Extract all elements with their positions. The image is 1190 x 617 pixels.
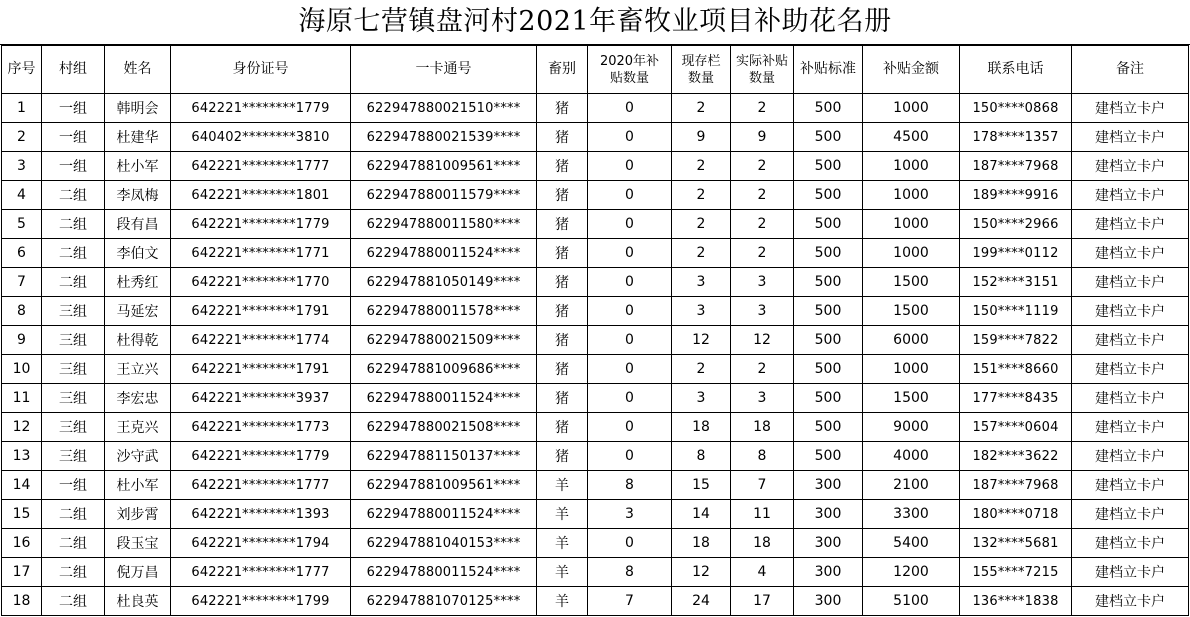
cell-subsidy-amount: 1200 <box>863 558 960 587</box>
cell-livestock-type: 猪 <box>537 442 588 471</box>
table-row <box>2 471 1189 500</box>
cell-actual-subsidy-count: 2 <box>731 181 794 210</box>
cell-index: 4 <box>2 181 42 210</box>
cell-remarks: 建档立卡户 <box>1072 181 1189 210</box>
cell-subsidy-standard: 500 <box>794 413 863 442</box>
cell-livestock-type: 羊 <box>537 471 588 500</box>
cell-subsidy-standard: 500 <box>794 268 863 297</box>
cell-livestock-type: 猪 <box>537 123 588 152</box>
col-header-livestock-type: 畜别 <box>537 46 588 94</box>
cell-livestock-type: 猪 <box>537 355 588 384</box>
cell-phone: 157****0604 <box>960 413 1072 442</box>
cell-card-number: 622947881050149**** <box>351 268 537 297</box>
cell-subsidy-amount: 1500 <box>863 384 960 413</box>
cell-village-group: 二组 <box>42 529 105 558</box>
cell-subsidy-amount: 6000 <box>863 326 960 355</box>
cell-actual-subsidy-count: 18 <box>731 529 794 558</box>
table-row <box>2 587 1189 616</box>
cell-index: 13 <box>2 442 42 471</box>
cell-actual-subsidy-count: 4 <box>731 558 794 587</box>
cell-card-number: 622947881009686**** <box>351 355 537 384</box>
cell-name: 沙守武 <box>105 442 171 471</box>
cell-livestock-type: 猪 <box>537 152 588 181</box>
cell-remarks: 建档立卡户 <box>1072 268 1189 297</box>
cell-livestock-type: 猪 <box>537 94 588 123</box>
cell-subsidy-amount: 1000 <box>863 355 960 384</box>
cell-phone: 159****7822 <box>960 326 1072 355</box>
cell-subsidy-standard: 500 <box>794 123 863 152</box>
cell-current-stock: 2 <box>672 210 731 239</box>
cell-id-number: 642221********1777 <box>171 471 351 500</box>
cell-2020-subsidy-count: 0 <box>588 123 672 152</box>
cell-subsidy-standard: 500 <box>794 442 863 471</box>
cell-phone: 136****1838 <box>960 587 1072 616</box>
cell-phone: 150****0868 <box>960 94 1072 123</box>
cell-phone: 187****7968 <box>960 152 1072 181</box>
cell-name: 李伯文 <box>105 239 171 268</box>
cell-actual-subsidy-count: 2 <box>731 355 794 384</box>
table-row <box>2 500 1189 529</box>
cell-village-group: 一组 <box>42 152 105 181</box>
cell-subsidy-amount: 1000 <box>863 152 960 181</box>
cell-index: 11 <box>2 384 42 413</box>
cell-actual-subsidy-count: 12 <box>731 326 794 355</box>
cell-remarks: 建档立卡户 <box>1072 297 1189 326</box>
cell-2020-subsidy-count: 0 <box>588 94 672 123</box>
cell-card-number: 622947880011579**** <box>351 181 537 210</box>
cell-subsidy-standard: 500 <box>794 326 863 355</box>
table-row <box>2 355 1189 384</box>
cell-subsidy-standard: 300 <box>794 587 863 616</box>
table-row <box>2 181 1189 210</box>
cell-livestock-type: 羊 <box>537 529 588 558</box>
cell-card-number: 622947880011524**** <box>351 384 537 413</box>
cell-id-number: 642221********3937 <box>171 384 351 413</box>
cell-id-number: 642221********1794 <box>171 529 351 558</box>
cell-name: 刘步霄 <box>105 500 171 529</box>
cell-id-number: 642221********1791 <box>171 355 351 384</box>
cell-remarks: 建档立卡户 <box>1072 558 1189 587</box>
cell-2020-subsidy-count: 0 <box>588 239 672 268</box>
cell-name: 杜良英 <box>105 587 171 616</box>
cell-index: 18 <box>2 587 42 616</box>
cell-subsidy-standard: 300 <box>794 471 863 500</box>
cell-village-group: 二组 <box>42 268 105 297</box>
cell-current-stock: 3 <box>672 268 731 297</box>
cell-id-number: 642221********1393 <box>171 500 351 529</box>
cell-phone: 182****3622 <box>960 442 1072 471</box>
cell-subsidy-standard: 500 <box>794 384 863 413</box>
cell-livestock-type: 羊 <box>537 500 588 529</box>
cell-phone: 180****0718 <box>960 500 1072 529</box>
cell-index: 14 <box>2 471 42 500</box>
cell-card-number: 622947880011580**** <box>351 210 537 239</box>
cell-phone: 177****8435 <box>960 384 1072 413</box>
cell-id-number: 642221********1791 <box>171 297 351 326</box>
cell-id-number: 642221********1771 <box>171 239 351 268</box>
document-title: 海原七营镇盘河村2021年畜牧业项目补助花名册 <box>0 0 1190 45</box>
cell-livestock-type: 猪 <box>537 268 588 297</box>
col-header-card-number: 一卡通号 <box>351 46 537 94</box>
cell-phone: 189****9916 <box>960 181 1072 210</box>
cell-index: 1 <box>2 94 42 123</box>
cell-livestock-type: 羊 <box>537 558 588 587</box>
cell-phone: 151****8660 <box>960 355 1072 384</box>
cell-subsidy-amount: 3300 <box>863 500 960 529</box>
table-row <box>2 268 1189 297</box>
cell-id-number: 642221********1774 <box>171 326 351 355</box>
col-header-current-stock: 现存栏 数量 <box>672 46 731 94</box>
cell-name: 段玉宝 <box>105 529 171 558</box>
cell-name: 段有昌 <box>105 210 171 239</box>
cell-actual-subsidy-count: 3 <box>731 297 794 326</box>
cell-name: 李宏忠 <box>105 384 171 413</box>
subsidy-roster-table <box>1 45 1189 616</box>
cell-phone: 155****7215 <box>960 558 1072 587</box>
cell-2020-subsidy-count: 0 <box>588 529 672 558</box>
cell-index: 6 <box>2 239 42 268</box>
cell-phone: 150****1119 <box>960 297 1072 326</box>
cell-index: 7 <box>2 268 42 297</box>
cell-remarks: 建档立卡户 <box>1072 500 1189 529</box>
col-header-village-group: 村组 <box>42 46 105 94</box>
table-row <box>2 94 1189 123</box>
table-row <box>2 297 1189 326</box>
cell-village-group: 三组 <box>42 442 105 471</box>
cell-name: 王克兴 <box>105 413 171 442</box>
cell-remarks: 建档立卡户 <box>1072 239 1189 268</box>
table-row <box>2 210 1189 239</box>
cell-subsidy-amount: 4500 <box>863 123 960 152</box>
col-header-remarks: 备注 <box>1072 46 1189 94</box>
cell-card-number: 622947880021510**** <box>351 94 537 123</box>
cell-subsidy-standard: 500 <box>794 210 863 239</box>
cell-subsidy-amount: 5100 <box>863 587 960 616</box>
cell-id-number: 642221********1779 <box>171 210 351 239</box>
cell-card-number: 622947880011524**** <box>351 239 537 268</box>
cell-remarks: 建档立卡户 <box>1072 355 1189 384</box>
table-row <box>2 413 1189 442</box>
cell-remarks: 建档立卡户 <box>1072 326 1189 355</box>
cell-2020-subsidy-count: 0 <box>588 210 672 239</box>
col-header-index: 序号 <box>2 46 42 94</box>
cell-id-number: 642221********1779 <box>171 94 351 123</box>
cell-subsidy-amount: 5400 <box>863 529 960 558</box>
cell-subsidy-amount: 1500 <box>863 268 960 297</box>
cell-index: 17 <box>2 558 42 587</box>
cell-name: 倪万昌 <box>105 558 171 587</box>
cell-index: 2 <box>2 123 42 152</box>
cell-2020-subsidy-count: 0 <box>588 297 672 326</box>
cell-current-stock: 15 <box>672 471 731 500</box>
cell-subsidy-standard: 300 <box>794 500 863 529</box>
cell-remarks: 建档立卡户 <box>1072 529 1189 558</box>
cell-subsidy-standard: 500 <box>794 297 863 326</box>
cell-village-group: 二组 <box>42 500 105 529</box>
cell-current-stock: 12 <box>672 558 731 587</box>
cell-card-number: 622947880021508**** <box>351 413 537 442</box>
cell-actual-subsidy-count: 7 <box>731 471 794 500</box>
cell-2020-subsidy-count: 0 <box>588 384 672 413</box>
cell-subsidy-standard: 300 <box>794 529 863 558</box>
cell-subsidy-amount: 1000 <box>863 210 960 239</box>
cell-2020-subsidy-count: 0 <box>588 152 672 181</box>
cell-current-stock: 2 <box>672 152 731 181</box>
cell-subsidy-amount: 1000 <box>863 239 960 268</box>
cell-actual-subsidy-count: 3 <box>731 384 794 413</box>
col-header-name: 姓名 <box>105 46 171 94</box>
table-row <box>2 239 1189 268</box>
cell-actual-subsidy-count: 2 <box>731 94 794 123</box>
cell-village-group: 三组 <box>42 355 105 384</box>
cell-index: 15 <box>2 500 42 529</box>
cell-card-number: 622947881009561**** <box>351 152 537 181</box>
cell-index: 5 <box>2 210 42 239</box>
cell-2020-subsidy-count: 0 <box>588 442 672 471</box>
cell-remarks: 建档立卡户 <box>1072 123 1189 152</box>
cell-village-group: 三组 <box>42 413 105 442</box>
cell-village-group: 二组 <box>42 558 105 587</box>
cell-card-number: 622947880011578**** <box>351 297 537 326</box>
cell-subsidy-standard: 500 <box>794 355 863 384</box>
cell-id-number: 642221********1777 <box>171 558 351 587</box>
cell-card-number: 622947880021509**** <box>351 326 537 355</box>
cell-card-number: 622947880011524**** <box>351 558 537 587</box>
cell-subsidy-amount: 1500 <box>863 297 960 326</box>
cell-card-number: 622947880011524**** <box>351 500 537 529</box>
cell-subsidy-amount: 1000 <box>863 94 960 123</box>
cell-phone: 187****7968 <box>960 471 1072 500</box>
cell-remarks: 建档立卡户 <box>1072 471 1189 500</box>
cell-current-stock: 2 <box>672 239 731 268</box>
table-row <box>2 442 1189 471</box>
cell-remarks: 建档立卡户 <box>1072 442 1189 471</box>
cell-name: 杜建华 <box>105 123 171 152</box>
cell-index: 16 <box>2 529 42 558</box>
cell-2020-subsidy-count: 0 <box>588 326 672 355</box>
cell-subsidy-standard: 300 <box>794 558 863 587</box>
table-row <box>2 384 1189 413</box>
col-header-actual-subsidy-count: 实际补贴 数量 <box>731 46 794 94</box>
col-header-subsidy-standard: 补贴标准 <box>794 46 863 94</box>
cell-2020-subsidy-count: 8 <box>588 558 672 587</box>
cell-livestock-type: 猪 <box>537 181 588 210</box>
cell-livestock-type: 猪 <box>537 384 588 413</box>
cell-id-number: 642221********1773 <box>171 413 351 442</box>
table-row <box>2 326 1189 355</box>
cell-village-group: 三组 <box>42 297 105 326</box>
col-header-phone: 联系电话 <box>960 46 1072 94</box>
col-header-2020-subsidy-count: 2020年补 贴数量 <box>588 46 672 94</box>
cell-livestock-type: 猪 <box>537 239 588 268</box>
cell-village-group: 二组 <box>42 210 105 239</box>
cell-subsidy-standard: 500 <box>794 94 863 123</box>
cell-index: 10 <box>2 355 42 384</box>
cell-remarks: 建档立卡户 <box>1072 94 1189 123</box>
cell-village-group: 三组 <box>42 384 105 413</box>
cell-2020-subsidy-count: 0 <box>588 181 672 210</box>
cell-index: 3 <box>2 152 42 181</box>
cell-village-group: 一组 <box>42 123 105 152</box>
cell-current-stock: 2 <box>672 94 731 123</box>
cell-current-stock: 2 <box>672 181 731 210</box>
col-header-subsidy-amount: 补贴金额 <box>863 46 960 94</box>
cell-village-group: 一组 <box>42 94 105 123</box>
cell-remarks: 建档立卡户 <box>1072 152 1189 181</box>
cell-name: 杜得乾 <box>105 326 171 355</box>
cell-subsidy-amount: 9000 <box>863 413 960 442</box>
cell-name: 马延宏 <box>105 297 171 326</box>
cell-2020-subsidy-count: 3 <box>588 500 672 529</box>
table-row <box>2 123 1189 152</box>
cell-name: 杜小军 <box>105 471 171 500</box>
cell-remarks: 建档立卡户 <box>1072 413 1189 442</box>
cell-name: 王立兴 <box>105 355 171 384</box>
cell-phone: 199****0112 <box>960 239 1072 268</box>
cell-card-number: 622947881070125**** <box>351 587 537 616</box>
cell-actual-subsidy-count: 8 <box>731 442 794 471</box>
cell-current-stock: 18 <box>672 413 731 442</box>
cell-card-number: 622947881150137**** <box>351 442 537 471</box>
cell-id-number: 642221********1777 <box>171 152 351 181</box>
cell-2020-subsidy-count: 0 <box>588 413 672 442</box>
cell-card-number: 622947881009561**** <box>351 471 537 500</box>
cell-livestock-type: 猪 <box>537 413 588 442</box>
cell-actual-subsidy-count: 18 <box>731 413 794 442</box>
table-header-row <box>2 46 1189 94</box>
cell-actual-subsidy-count: 2 <box>731 239 794 268</box>
cell-livestock-type: 猪 <box>537 297 588 326</box>
cell-name: 杜小军 <box>105 152 171 181</box>
cell-current-stock: 8 <box>672 442 731 471</box>
table-row <box>2 529 1189 558</box>
cell-2020-subsidy-count: 7 <box>588 587 672 616</box>
cell-phone: 178****1357 <box>960 123 1072 152</box>
cell-name: 韩明会 <box>105 94 171 123</box>
table-row <box>2 558 1189 587</box>
cell-subsidy-amount: 2100 <box>863 471 960 500</box>
cell-subsidy-standard: 500 <box>794 181 863 210</box>
cell-2020-subsidy-count: 0 <box>588 268 672 297</box>
cell-actual-subsidy-count: 9 <box>731 123 794 152</box>
cell-id-number: 642221********1779 <box>171 442 351 471</box>
cell-village-group: 一组 <box>42 471 105 500</box>
cell-subsidy-standard: 500 <box>794 152 863 181</box>
cell-index: 8 <box>2 297 42 326</box>
cell-subsidy-amount: 1000 <box>863 181 960 210</box>
cell-current-stock: 24 <box>672 587 731 616</box>
cell-name: 杜秀红 <box>105 268 171 297</box>
cell-actual-subsidy-count: 3 <box>731 268 794 297</box>
cell-village-group: 二组 <box>42 239 105 268</box>
cell-2020-subsidy-count: 0 <box>588 355 672 384</box>
cell-actual-subsidy-count: 11 <box>731 500 794 529</box>
cell-2020-subsidy-count: 8 <box>588 471 672 500</box>
cell-current-stock: 2 <box>672 355 731 384</box>
cell-livestock-type: 猪 <box>537 210 588 239</box>
cell-index: 9 <box>2 326 42 355</box>
cell-index: 12 <box>2 413 42 442</box>
cell-phone: 132****5681 <box>960 529 1072 558</box>
cell-remarks: 建档立卡户 <box>1072 587 1189 616</box>
cell-subsidy-amount: 4000 <box>863 442 960 471</box>
cell-remarks: 建档立卡户 <box>1072 210 1189 239</box>
cell-id-number: 642221********1801 <box>171 181 351 210</box>
cell-card-number: 622947881040153**** <box>351 529 537 558</box>
cell-remarks: 建档立卡户 <box>1072 384 1189 413</box>
cell-current-stock: 12 <box>672 326 731 355</box>
cell-village-group: 三组 <box>42 326 105 355</box>
cell-village-group: 二组 <box>42 587 105 616</box>
cell-current-stock: 3 <box>672 297 731 326</box>
cell-actual-subsidy-count: 2 <box>731 152 794 181</box>
cell-id-number: 640402********3810 <box>171 123 351 152</box>
cell-phone: 152****3151 <box>960 268 1072 297</box>
cell-name: 李凤梅 <box>105 181 171 210</box>
cell-id-number: 642221********1770 <box>171 268 351 297</box>
cell-current-stock: 14 <box>672 500 731 529</box>
cell-current-stock: 9 <box>672 123 731 152</box>
cell-subsidy-standard: 500 <box>794 239 863 268</box>
cell-phone: 150****2966 <box>960 210 1072 239</box>
cell-id-number: 642221********1799 <box>171 587 351 616</box>
cell-village-group: 二组 <box>42 181 105 210</box>
col-header-id-number: 身份证号 <box>171 46 351 94</box>
cell-livestock-type: 羊 <box>537 587 588 616</box>
cell-current-stock: 18 <box>672 529 731 558</box>
table-row <box>2 152 1189 181</box>
cell-actual-subsidy-count: 2 <box>731 210 794 239</box>
cell-livestock-type: 猪 <box>537 326 588 355</box>
cell-card-number: 622947880021539**** <box>351 123 537 152</box>
cell-actual-subsidy-count: 17 <box>731 587 794 616</box>
cell-current-stock: 3 <box>672 384 731 413</box>
